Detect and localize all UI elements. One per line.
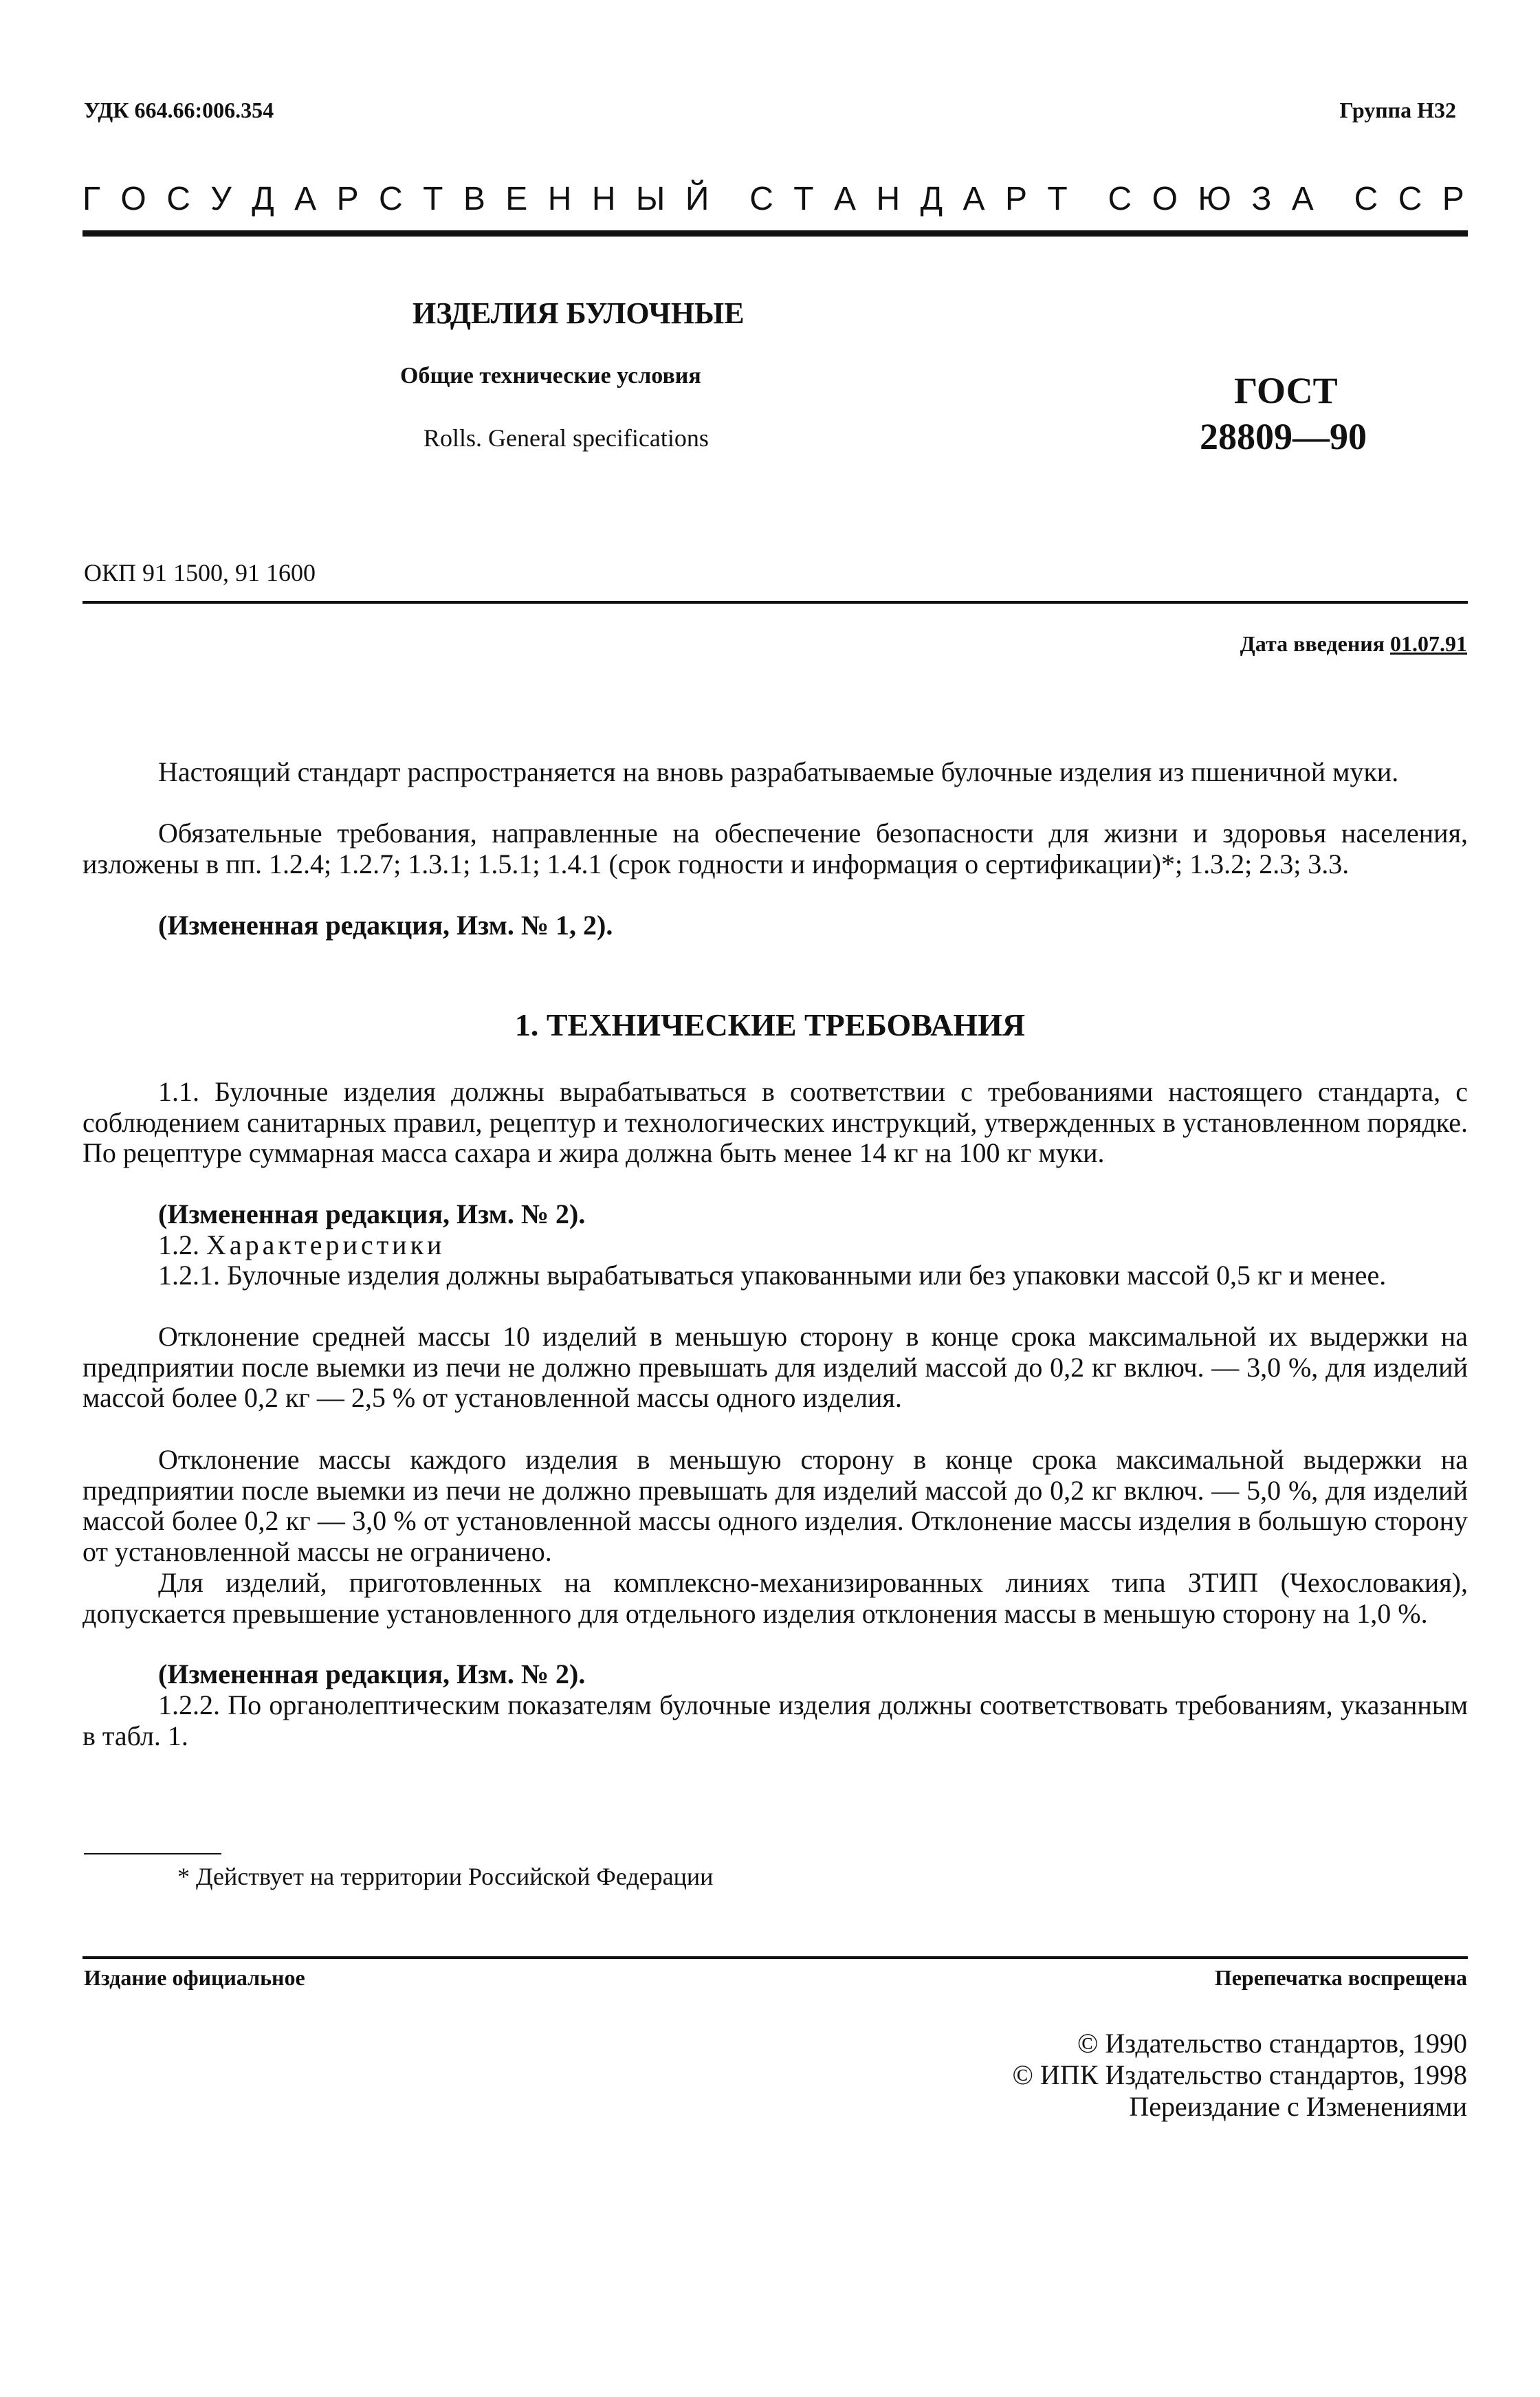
- heading-letter: Т: [423, 181, 443, 217]
- heading-letter: С: [1398, 181, 1422, 217]
- clause-1-1: 1.1. Булочные изделия должны вырабатываться в соответствии с требованиями настоящего стандарта, с соблюдением санитарных правил, рецептур и технологических инструкций, утвержденных в установленном порядке. По рецептуре суммарная масса сахара и жира должна быть менее 14 кг на 100 кг муки.: [82, 1076, 1468, 1169]
- ztip-paragraph: Для изделий, приготовленных на комплексно-механизированных линиях типа ЗТИП (Чехословакия), допускается превышение установленного для отдельного изделия отклонения массы в меньшую сторону на 1,0 %.: [82, 1567, 1468, 1629]
- heading-letter: Д: [252, 181, 274, 217]
- heading-letter: Ы: [635, 181, 666, 217]
- heading-letter: А: [1291, 181, 1314, 217]
- clause-1-2-2: 1.2.2. По органолептическим показателям булочные изделия должны соответствовать требованиям, указанным в табл. 1.: [82, 1689, 1468, 1751]
- heading-letter: А: [962, 181, 985, 217]
- heading-letter: С: [166, 181, 190, 217]
- intro-date-value: 01.07.91: [1390, 631, 1467, 656]
- document-subtitle: Общие технические условия: [400, 363, 701, 388]
- revision-note: (Измененная редакция, Изм. № 2).: [158, 1198, 586, 1229]
- heading-letter: Р: [336, 181, 359, 217]
- heading-letter: Н: [591, 181, 616, 217]
- document-title: ИЗДЕЛИЯ БУЛОЧНЫЕ: [412, 296, 745, 330]
- reissue-note: Переиздание с Изменениями: [1129, 2091, 1467, 2122]
- heading-letter: З: [1251, 181, 1272, 217]
- gost-number: 28809—90: [1200, 416, 1367, 457]
- heading-letter: Н: [876, 181, 901, 217]
- item-mass-deviation-paragraph: Отклонение массы каждого изделия в меньшую сторону в конце срока максимальной выдержки на предприятии после выемки из печи не должно превышать для изделий массой до 0,2 кг включ. — 5,0 %, для изделий массой более 0,2 кг — 3,0 % от установленной массы одного изделия. Отклонение массы изделия в большую сторону от установленной массы не ограничено.: [82, 1444, 1468, 1567]
- okp-code: ОКП 91 1500, 91 1600: [84, 559, 316, 587]
- copyright-1998: © ИПК Издательство стандартов, 1998: [1012, 2059, 1467, 2090]
- heading-letter: Т: [1047, 181, 1068, 217]
- official-edition-label: Издание официальное: [84, 1965, 305, 1990]
- clause-number: 1.2.: [158, 1229, 199, 1260]
- reprint-prohibited-label: Перепечатка воспрещена: [1214, 1965, 1467, 1990]
- intro-date: [1240, 631, 1467, 657]
- heading-letter: С: [1354, 181, 1378, 217]
- heading-letter: В: [463, 181, 485, 217]
- heading-letter: С: [749, 181, 773, 217]
- clause-1-2-1: 1.2.1. Булочные изделия должны вырабатываться упакованными или без упаковки массой 0,5 кг и менее.: [158, 1260, 1387, 1291]
- heading-letter: С: [379, 181, 403, 217]
- copyright-1990: © Издательство стандартов, 1990: [1077, 2028, 1467, 2059]
- heading-letter: О: [120, 181, 146, 217]
- intro-date-label: Дата введения: [1240, 631, 1385, 656]
- okp-divider: [82, 601, 1468, 604]
- heading-letter: Е: [505, 181, 528, 217]
- header-divider: [82, 230, 1468, 237]
- footnote-divider: [84, 1853, 221, 1854]
- gost-label: ГОСТ: [1234, 370, 1338, 411]
- scope-paragraph: Настоящий стандарт распространяется на вновь разрабатываемые булочные изделия из пшеничной муки.: [158, 756, 1399, 787]
- mean-mass-deviation-paragraph: Отклонение средней массы 10 изделий в меньшую сторону в конце срока максимальной их выдержки на предприятии после выемки из печи не должно превышать для изделий массой до 0,2 кг включ. — 3,0 %, для изделий массой более 0,2 кг — 2,5 % от установленной массы одного изделия.: [82, 1321, 1468, 1414]
- heading-letter: С: [1108, 181, 1132, 217]
- udk-code: УДК 664.66:006.354: [84, 98, 274, 122]
- heading-letter: Т: [793, 181, 814, 217]
- heading-letter: Й: [685, 181, 710, 217]
- heading-letter: У: [210, 181, 232, 217]
- group-code: Группа Н32: [1339, 98, 1456, 122]
- heading-letter: О: [1152, 181, 1178, 217]
- heading-letter: Н: [547, 181, 572, 217]
- heading-letter: А: [834, 181, 857, 217]
- heading-letter: Г: [82, 181, 100, 217]
- heading-letter: А: [294, 181, 317, 217]
- revision-note: (Измененная редакция, Изм. № 2).: [158, 1659, 586, 1689]
- heading-letter: Р: [1004, 181, 1027, 217]
- footnote: * Действует на территории Российской Федерации: [177, 1863, 714, 1890]
- heading-letter: Ю: [1198, 181, 1231, 217]
- footer-divider: [82, 1956, 1468, 1959]
- english-title: Rolls. General specifications: [424, 424, 709, 452]
- heading-letter: Р: [1442, 181, 1464, 217]
- section-heading: 1. ТЕХНИЧЕСКИЕ ТРЕБОВАНИЯ: [514, 1007, 1026, 1042]
- clause-1-2: [82, 1230, 1468, 1261]
- heading-letter: Д: [920, 181, 943, 217]
- clause-title: Характеристики: [206, 1229, 446, 1260]
- state-standard-heading: [82, 180, 1464, 218]
- revision-note: (Измененная редакция, Изм. № 1, 2).: [158, 910, 613, 941]
- mandatory-requirements-paragraph: Обязательные требования, направленные на обеспечение безопасности для жизни и здоровья населения, изложены в пп. 1.2.4; 1.2.7; 1.3.1; 1.5.1; 1.4.1 (срок годности и информация о сертификации)*; 1.3.2; 2.3; 3.3.: [82, 818, 1468, 879]
